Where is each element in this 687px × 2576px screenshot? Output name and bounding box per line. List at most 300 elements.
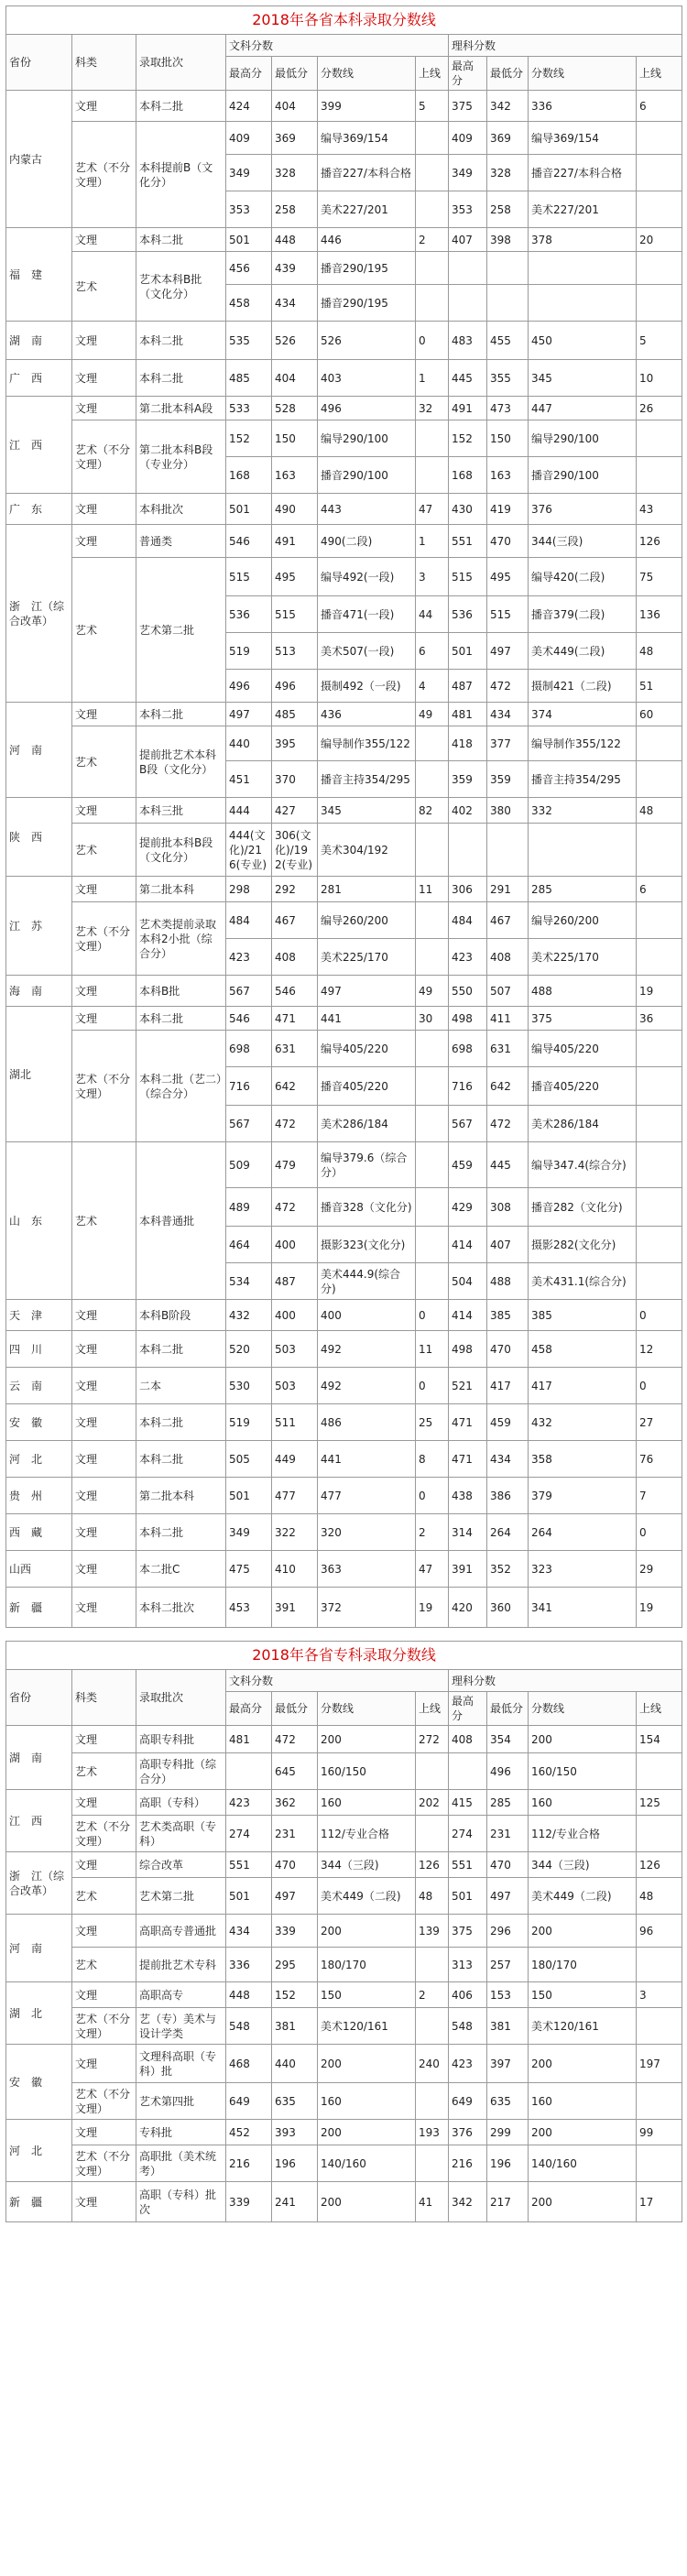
sci-min-cell: 377 (487, 726, 529, 761)
arts-over-cell: 240 (416, 2045, 449, 2083)
sci-over-cell (637, 902, 682, 939)
sci-min-cell: 308 (487, 1188, 529, 1227)
category-cell: 艺术 (72, 1948, 136, 1982)
arts-max-cell: 464 (226, 1227, 272, 1263)
undergrad-table (5, 5, 682, 1628)
table-row (6, 1368, 682, 1404)
sci-line-cell: 378 (529, 228, 637, 252)
arts-min-cell: 472 (272, 1188, 318, 1227)
category-cell: 文理 (72, 877, 136, 902)
sci-line-cell: 美术225/170 (529, 939, 637, 976)
table-row (6, 2083, 682, 2120)
sci-over-cell: 60 (637, 703, 682, 726)
arts-min-cell: 339 (272, 1915, 318, 1948)
arts-max-cell: 423 (226, 1790, 272, 1816)
province-cell: 陕 西 (6, 798, 72, 877)
batch-cell: 本科二批 (136, 360, 226, 397)
arts-min-cell: 404 (272, 91, 318, 122)
batch-cell: 本科二批 (136, 1007, 226, 1031)
batch-cell: 艺术第二批 (136, 558, 226, 703)
sci-line-cell: 美术120/161 (529, 2008, 637, 2045)
category-cell: 文理 (72, 1588, 136, 1628)
table-row (6, 525, 682, 558)
arts-max-cell: 168 (226, 457, 272, 494)
arts-max-cell: 530 (226, 1368, 272, 1404)
category-cell: 文理 (72, 1404, 136, 1441)
arts-line-cell: 140/160 (318, 2145, 416, 2182)
arts-line-cell: 播音290/100 (318, 457, 416, 494)
category-cell: 文理 (72, 1726, 136, 1753)
arts-max-cell: 567 (226, 976, 272, 1007)
col-sci-max: 最高分 (449, 57, 487, 91)
batch-cell: 本科提前B（文化分） (136, 122, 226, 228)
col-batch: 录取批次 (136, 35, 226, 91)
col-sci-max: 最高分 (449, 1692, 487, 1726)
arts-over-cell: 2 (416, 228, 449, 252)
batch-cell: 第二批本科B段（专业分） (136, 420, 226, 494)
arts-min-cell: 511 (272, 1404, 318, 1441)
arts-over-cell (416, 285, 449, 322)
col-arts-min: 最低分 (272, 1692, 318, 1726)
sci-over-cell: 6 (637, 91, 682, 122)
arts-line-cell: 497 (318, 976, 416, 1007)
arts-over-cell: 30 (416, 1007, 449, 1031)
arts-over-cell: 139 (416, 1915, 449, 1948)
sci-line-cell: 112/专业合格 (529, 1816, 637, 1852)
sci-max-cell: 406 (449, 1982, 487, 2008)
arts-over-cell: 11 (416, 1331, 449, 1368)
arts-line-cell: 492 (318, 1331, 416, 1368)
sci-max-cell: 459 (449, 1142, 487, 1188)
table-row (6, 726, 682, 761)
table-row (6, 122, 682, 155)
sci-line-cell: 播音227/本科合格 (529, 155, 637, 191)
batch-cell: 本科二批次 (136, 1588, 226, 1628)
sci-over-cell: 126 (637, 1852, 682, 1878)
sci-line-cell: 332 (529, 798, 637, 824)
table-row (6, 1031, 682, 1067)
table-row (6, 877, 682, 902)
batch-cell: 本科二批 (136, 228, 226, 252)
category-cell: 文理 (72, 703, 136, 726)
sci-line-cell: 376 (529, 494, 637, 525)
sci-over-cell: 197 (637, 2045, 682, 2083)
arts-line-cell: 编导制作355/122 (318, 726, 416, 761)
category-cell: 艺术（不分文理） (72, 420, 136, 494)
sci-max-cell: 481 (449, 703, 487, 726)
arts-line-cell: 200 (318, 2120, 416, 2145)
col-arts: 文科分数 (226, 35, 449, 57)
arts-line-cell: 美术507(一段) (318, 633, 416, 670)
batch-cell: 本科B批 (136, 976, 226, 1007)
province-cell: 江 西 (6, 1790, 72, 1852)
arts-min-cell: 448 (272, 228, 318, 252)
sci-min-cell: 352 (487, 1551, 529, 1588)
arts-max-cell: 353 (226, 191, 272, 228)
sci-max-cell: 313 (449, 1948, 487, 1982)
sci-line-cell: 编导290/100 (529, 420, 637, 457)
arts-max-cell: 546 (226, 525, 272, 558)
sci-max-cell: 471 (449, 1441, 487, 1478)
province-cell: 山西 (6, 1551, 72, 1588)
table-row (6, 1478, 682, 1514)
arts-line-cell: 编导405/220 (318, 1031, 416, 1067)
table-row (6, 2120, 682, 2145)
arts-over-cell (416, 252, 449, 285)
province-cell: 云 南 (6, 1368, 72, 1404)
sci-max-cell: 698 (449, 1031, 487, 1067)
sci-over-cell: 75 (637, 558, 682, 596)
sci-line-cell (529, 824, 637, 877)
sci-line-cell: 341 (529, 1588, 637, 1628)
arts-over-cell: 47 (416, 494, 449, 525)
table-row (6, 2045, 682, 2083)
arts-over-cell (416, 1816, 449, 1852)
batch-cell: 第二批本科A段 (136, 397, 226, 420)
sci-over-cell: 17 (637, 2182, 682, 2222)
arts-min-cell: 322 (272, 1514, 318, 1551)
sci-min-cell (487, 252, 529, 285)
sci-min-cell: 359 (487, 761, 529, 798)
arts-line-cell: 112/专业合格 (318, 1816, 416, 1852)
arts-line-cell: 编导290/100 (318, 420, 416, 457)
category-cell: 文理 (72, 228, 136, 252)
arts-line-cell: 播音主持354/295 (318, 761, 416, 798)
category-cell: 艺术 (72, 726, 136, 798)
sci-min-cell: 285 (487, 1790, 529, 1816)
sci-over-cell: 19 (637, 1588, 682, 1628)
arts-min-cell: 495 (272, 558, 318, 596)
arts-min-cell: 487 (272, 1263, 318, 1300)
sci-line-cell: 140/160 (529, 2145, 637, 2182)
arts-max-cell: 451 (226, 761, 272, 798)
sci-max-cell: 353 (449, 191, 487, 228)
sci-max-cell: 359 (449, 761, 487, 798)
sci-over-cell (637, 2145, 682, 2182)
sci-line-cell: 344（三段) (529, 1852, 637, 1878)
batch-cell: 提前批本科B段（文化分） (136, 824, 226, 877)
table-row (6, 798, 682, 824)
arts-min-cell: 152 (272, 1982, 318, 2008)
arts-min-cell: 362 (272, 1790, 318, 1816)
sci-over-cell: 76 (637, 1441, 682, 1478)
sci-min-cell (487, 824, 529, 877)
arts-max-cell: 432 (226, 1300, 272, 1331)
category-cell: 文理 (72, 798, 136, 824)
arts-max-cell: 468 (226, 2045, 272, 2083)
col-arts-line: 分数线 (318, 1692, 416, 1726)
batch-cell: 本科二批 (136, 1441, 226, 1478)
sci-over-cell (637, 761, 682, 798)
col-arts: 文科分数 (226, 1670, 449, 1692)
arts-over-cell: 3 (416, 558, 449, 596)
sci-over-cell: 51 (637, 670, 682, 703)
sci-over-cell (637, 122, 682, 155)
sci-min-cell: 381 (487, 2008, 529, 2045)
province-cell: 内蒙古 (6, 91, 72, 228)
sci-over-cell (637, 1263, 682, 1300)
category-cell: 文理 (72, 1790, 136, 1816)
sci-line-cell: 编导347.4(综合分) (529, 1142, 637, 1188)
category-cell: 文理 (72, 2045, 136, 2083)
arts-line-cell: 播音227/本科合格 (318, 155, 416, 191)
table-row (6, 228, 682, 252)
arts-max-cell (226, 1753, 272, 1790)
sci-min-cell: 467 (487, 902, 529, 939)
sci-line-cell: 美术431.1(综合分) (529, 1263, 637, 1300)
sci-max-cell: 487 (449, 670, 487, 703)
arts-max-cell: 496 (226, 670, 272, 703)
batch-cell: 本科二批（艺二）（综合分） (136, 1031, 226, 1142)
arts-max-cell: 424 (226, 91, 272, 122)
col-sci-over: 上线 (637, 57, 682, 91)
arts-min-cell: 513 (272, 633, 318, 670)
arts-line-cell: 摄影323(文化分) (318, 1227, 416, 1263)
arts-over-cell: 0 (416, 1368, 449, 1404)
sci-over-cell: 29 (637, 1551, 682, 1588)
table-row (6, 976, 682, 1007)
arts-line-cell: 477 (318, 1478, 416, 1514)
arts-over-cell: 32 (416, 397, 449, 420)
sci-line-cell: 美术449(二段) (529, 633, 637, 670)
arts-min-cell: 449 (272, 1441, 318, 1478)
sci-over-cell: 19 (637, 976, 682, 1007)
arts-line-cell: 441 (318, 1441, 416, 1478)
arts-min-cell: 295 (272, 1948, 318, 1982)
sci-line-cell: 417 (529, 1368, 637, 1404)
table-row (6, 824, 682, 877)
sci-over-cell: 36 (637, 1007, 682, 1031)
sci-over-cell: 48 (637, 798, 682, 824)
sci-min-cell: 472 (487, 670, 529, 703)
table-row (6, 420, 682, 457)
sci-min-cell: 507 (487, 976, 529, 1007)
sci-over-cell: 26 (637, 397, 682, 420)
arts-min-cell: 292 (272, 877, 318, 902)
arts-max-cell: 434 (226, 1915, 272, 1948)
category-cell: 文理 (72, 360, 136, 397)
arts-over-cell (416, 122, 449, 155)
category-cell: 文理 (72, 91, 136, 122)
province-cell: 湖 南 (6, 1726, 72, 1790)
arts-min-cell: 231 (272, 1816, 318, 1852)
batch-cell: 艺术类高职（专科） (136, 1816, 226, 1852)
arts-line-cell: 160 (318, 2083, 416, 2120)
sci-over-cell (637, 252, 682, 285)
arts-min-cell: 526 (272, 322, 318, 360)
col-arts-over: 上线 (416, 57, 449, 91)
arts-over-cell (416, 1106, 449, 1142)
sci-over-cell: 136 (637, 596, 682, 633)
arts-line-cell: 363 (318, 1551, 416, 1588)
sci-max-cell: 418 (449, 726, 487, 761)
arts-over-cell (416, 902, 449, 939)
arts-over-cell (416, 824, 449, 877)
sci-min-cell: 397 (487, 2045, 529, 2083)
arts-min-cell: 408 (272, 939, 318, 976)
sci-over-cell (637, 420, 682, 457)
sci-over-cell: 20 (637, 228, 682, 252)
arts-line-cell: 美术286/184 (318, 1106, 416, 1142)
arts-max-cell: 698 (226, 1031, 272, 1067)
col-arts-line: 分数线 (318, 57, 416, 91)
arts-max-cell: 152 (226, 420, 272, 457)
table-row (6, 1441, 682, 1478)
col-sci-over: 上线 (637, 1692, 682, 1726)
arts-min-cell: 196 (272, 2145, 318, 2182)
arts-over-cell: 193 (416, 2120, 449, 2145)
sci-line-cell: 458 (529, 1331, 637, 1368)
province-cell: 河 北 (6, 2120, 72, 2182)
arts-line-cell: 150 (318, 1982, 416, 2008)
sci-min-cell: 398 (487, 228, 529, 252)
table-row (6, 703, 682, 726)
province-cell: 浙 江（综合改革） (6, 1852, 72, 1915)
batch-cell: 本科二批 (136, 1404, 226, 1441)
sci-over-cell (637, 155, 682, 191)
category-cell: 文理 (72, 976, 136, 1007)
category-cell: 文理 (72, 1007, 136, 1031)
sci-max-cell: 484 (449, 902, 487, 939)
arts-line-cell: 399 (318, 91, 416, 122)
batch-cell: 艺术第二批 (136, 1878, 226, 1915)
arts-max-cell: 339 (226, 2182, 272, 2222)
arts-min-cell: 635 (272, 2083, 318, 2120)
table-row (6, 1404, 682, 1441)
arts-min-cell: 410 (272, 1551, 318, 1588)
sci-min-cell: 342 (487, 91, 529, 122)
college-table (5, 1641, 682, 2222)
arts-over-cell (416, 761, 449, 798)
arts-over-cell (416, 457, 449, 494)
sci-line-cell: 379 (529, 1478, 637, 1514)
arts-line-cell: 160 (318, 1790, 416, 1816)
batch-cell: 高职批（美术统考） (136, 2145, 226, 2182)
col-category: 科类 (72, 35, 136, 91)
category-cell: 文理 (72, 322, 136, 360)
arts-min-cell: 400 (272, 1227, 318, 1263)
province-cell: 四 川 (6, 1331, 72, 1368)
sci-max-cell: 376 (449, 2120, 487, 2145)
batch-cell: 艺术第四批 (136, 2083, 226, 2120)
province-cell: 湖北 (6, 1007, 72, 1142)
col-batch: 录取批次 (136, 1670, 226, 1726)
province-cell: 湖 北 (6, 1982, 72, 2045)
arts-min-cell: 440 (272, 2045, 318, 2083)
sci-over-cell (637, 824, 682, 877)
arts-min-cell: 328 (272, 155, 318, 191)
province-cell: 江 苏 (6, 877, 72, 976)
sci-line-cell: 播音282（文化分) (529, 1188, 637, 1227)
arts-over-cell: 1 (416, 525, 449, 558)
arts-min-cell: 497 (272, 1878, 318, 1915)
sci-line-cell: 150 (529, 1982, 637, 2008)
arts-max-cell: 349 (226, 155, 272, 191)
arts-min-cell: 496 (272, 670, 318, 703)
sci-line-cell: 264 (529, 1514, 637, 1551)
category-cell: 艺术（不分文理） (72, 2145, 136, 2182)
sci-line-cell: 285 (529, 877, 637, 902)
arts-max-cell: 501 (226, 494, 272, 525)
arts-min-cell: 503 (272, 1331, 318, 1368)
arts-line-cell: 443 (318, 494, 416, 525)
sci-line-cell: 编导制作355/122 (529, 726, 637, 761)
sci-over-cell: 6 (637, 877, 682, 902)
batch-cell: 高职专科批（综合分） (136, 1753, 226, 1790)
table-row (6, 558, 682, 596)
arts-max-cell: 448 (226, 1982, 272, 2008)
sci-min-cell: 258 (487, 191, 529, 228)
arts-over-cell: 44 (416, 596, 449, 633)
sci-line-cell: 编导405/220 (529, 1031, 637, 1067)
sci-max-cell: 445 (449, 360, 487, 397)
sci-line-cell: 200 (529, 2182, 637, 2222)
category-cell: 艺术（不分文理） (72, 1031, 136, 1142)
province-cell: 天 津 (6, 1300, 72, 1331)
sci-over-cell: 125 (637, 1790, 682, 1816)
arts-over-cell: 0 (416, 322, 449, 360)
arts-max-cell: 484 (226, 902, 272, 939)
arts-over-cell: 49 (416, 703, 449, 726)
sci-max-cell: 548 (449, 2008, 487, 2045)
sci-min-cell: 434 (487, 1441, 529, 1478)
arts-min-cell: 645 (272, 1753, 318, 1790)
sci-line-cell: 432 (529, 1404, 637, 1441)
arts-over-cell (416, 1753, 449, 1790)
arts-max-cell: 298 (226, 877, 272, 902)
arts-min-cell: 241 (272, 2182, 318, 2222)
page (5, 5, 682, 2222)
arts-max-cell: 440 (226, 726, 272, 761)
arts-min-cell: 472 (272, 1106, 318, 1142)
arts-line-cell: 200 (318, 2045, 416, 2083)
province-cell: 山 东 (6, 1142, 72, 1300)
sci-min-cell: 419 (487, 494, 529, 525)
arts-line-cell: 492 (318, 1368, 416, 1404)
arts-max-cell: 519 (226, 1404, 272, 1441)
category-cell: 文理 (72, 1514, 136, 1551)
arts-min-cell: 400 (272, 1300, 318, 1331)
sci-line-cell: 323 (529, 1551, 637, 1588)
arts-line-cell: 446 (318, 228, 416, 252)
arts-line-cell: 美术120/161 (318, 2008, 416, 2045)
col-sci-min: 最低分 (487, 1692, 529, 1726)
category-cell: 文理 (72, 2120, 136, 2145)
table-row (6, 2182, 682, 2222)
sci-line-cell: 447 (529, 397, 637, 420)
arts-line-cell: 486 (318, 1404, 416, 1441)
arts-over-cell (416, 2083, 449, 2120)
batch-cell: 本科二批 (136, 703, 226, 726)
arts-line-cell: 播音405/220 (318, 1067, 416, 1106)
undergrad-title: 2018年各省本科录取分数线 (6, 6, 682, 35)
arts-over-cell: 4 (416, 670, 449, 703)
batch-cell: 高职（专科） (136, 1790, 226, 1816)
arts-min-cell: 490 (272, 494, 318, 525)
sci-line-cell: 375 (529, 1007, 637, 1031)
arts-over-cell: 2 (416, 1982, 449, 2008)
arts-max-cell: 501 (226, 1478, 272, 1514)
sci-max-cell: 430 (449, 494, 487, 525)
sci-min-cell: 631 (487, 1031, 529, 1067)
arts-line-cell: 播音471(一段) (318, 596, 416, 633)
sci-over-cell: 48 (637, 633, 682, 670)
sci-over-cell (637, 1816, 682, 1852)
sci-over-cell: 96 (637, 1915, 682, 1948)
table-row (6, 1790, 682, 1816)
sci-min-cell: 497 (487, 633, 529, 670)
arts-line-cell: 播音328（文化分) (318, 1188, 416, 1227)
